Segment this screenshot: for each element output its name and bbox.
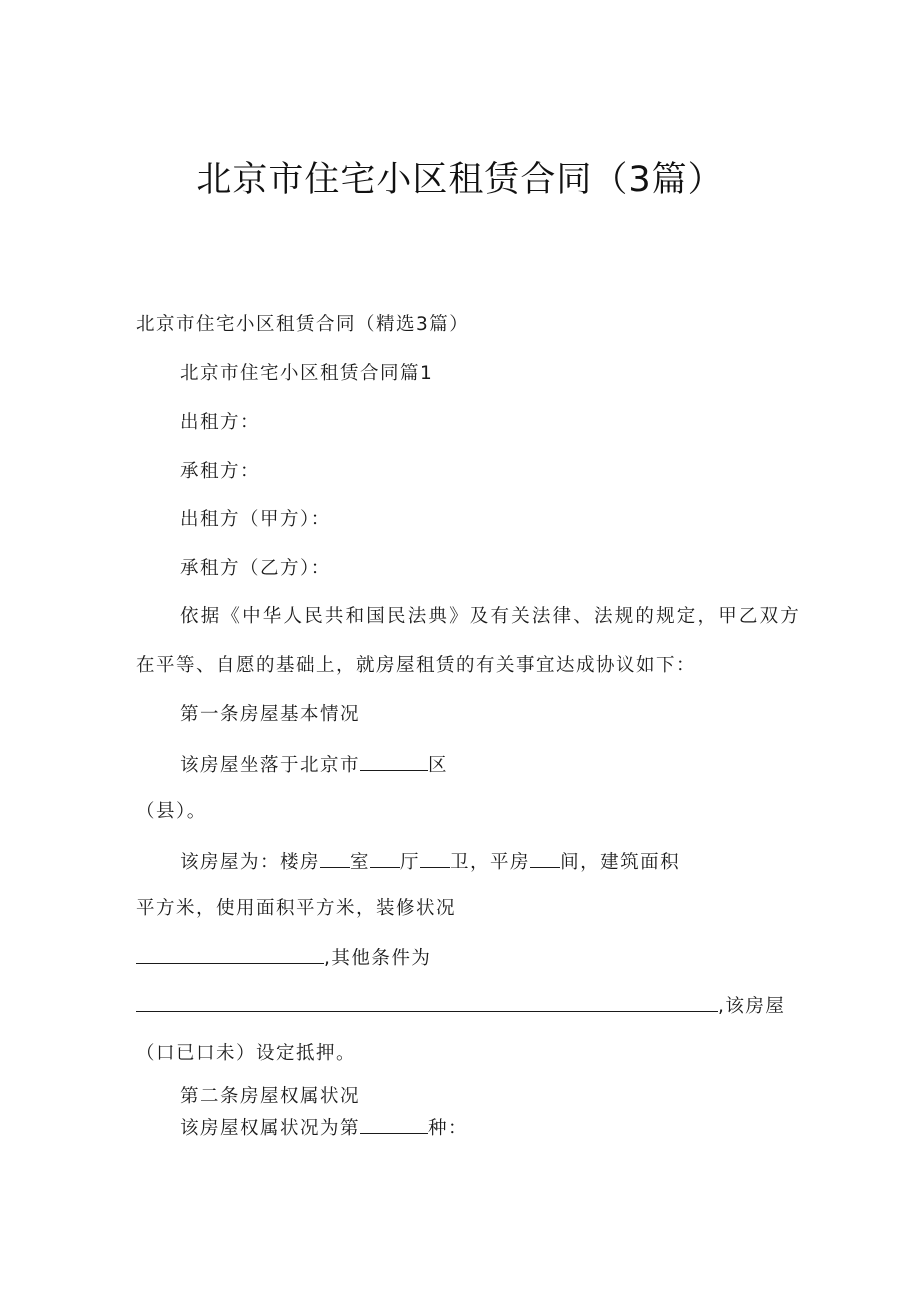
other-conditions-text: ,其他条件为: [324, 948, 432, 969]
other-conditions-blank: [136, 993, 718, 1012]
ting-text: 厅: [400, 852, 421, 873]
document-subtitle: 北京市住宅小区租赁合同（精选3篇）: [136, 314, 470, 335]
location-suffix: 区: [428, 755, 449, 776]
area-line: 平方米，使用面积平方米，装修状况: [136, 898, 457, 919]
jian-blank: [530, 849, 560, 868]
intro-paragraph-line1: 依据《中华人民共和国民法典》及有关法律、法规的规定，甲乙双方: [180, 606, 802, 627]
ting-blank: [370, 849, 400, 868]
document-title: 北京市住宅小区租赁合同（3篇）: [196, 160, 724, 200]
location-line: [180, 752, 448, 778]
shi-blank: [320, 849, 350, 868]
lessor-label: 出租方：: [180, 412, 261, 433]
ownership-line: [180, 1115, 468, 1141]
ownership-suffix: 种：: [428, 1118, 469, 1139]
wei-blank: [420, 849, 450, 868]
other-conditions-line: [136, 993, 785, 1019]
county-line: （县）。: [136, 801, 207, 822]
house-is-text: 该房屋为：楼房: [180, 852, 321, 873]
article1-title: 第一条房屋基本情况: [180, 704, 361, 725]
lessee-label: 承租方：: [180, 461, 261, 482]
article2-title: 第二条房屋权属状况: [180, 1086, 361, 1107]
house-type-line: [180, 849, 680, 875]
shi-text: 室: [350, 852, 371, 873]
intro-paragraph-line2: 在平等、自愿的基础上，就房屋租赁的有关事宜达成协议如下：: [136, 655, 697, 676]
district-blank: [360, 752, 428, 771]
mortgage-line: （口已口未）设定抵押。: [136, 1043, 357, 1064]
wei-text: 卫，平房: [450, 852, 531, 873]
party-a-label: 出租方（甲方）：: [180, 509, 331, 530]
mortgage-tail-text: ,该房屋: [718, 996, 786, 1017]
ownership-prefix: 该房屋权属状况为第: [180, 1118, 361, 1139]
jian-text: 间，建筑面积: [560, 852, 681, 873]
decoration-blank: [136, 945, 324, 964]
party-b-label: 承租方（乙方）：: [180, 558, 331, 579]
section-heading: 北京市住宅小区租赁合同篇1: [180, 363, 434, 384]
decoration-line: [136, 945, 431, 971]
location-prefix: 该房屋坐落于北京市: [180, 755, 361, 776]
ownership-blank: [360, 1115, 428, 1134]
